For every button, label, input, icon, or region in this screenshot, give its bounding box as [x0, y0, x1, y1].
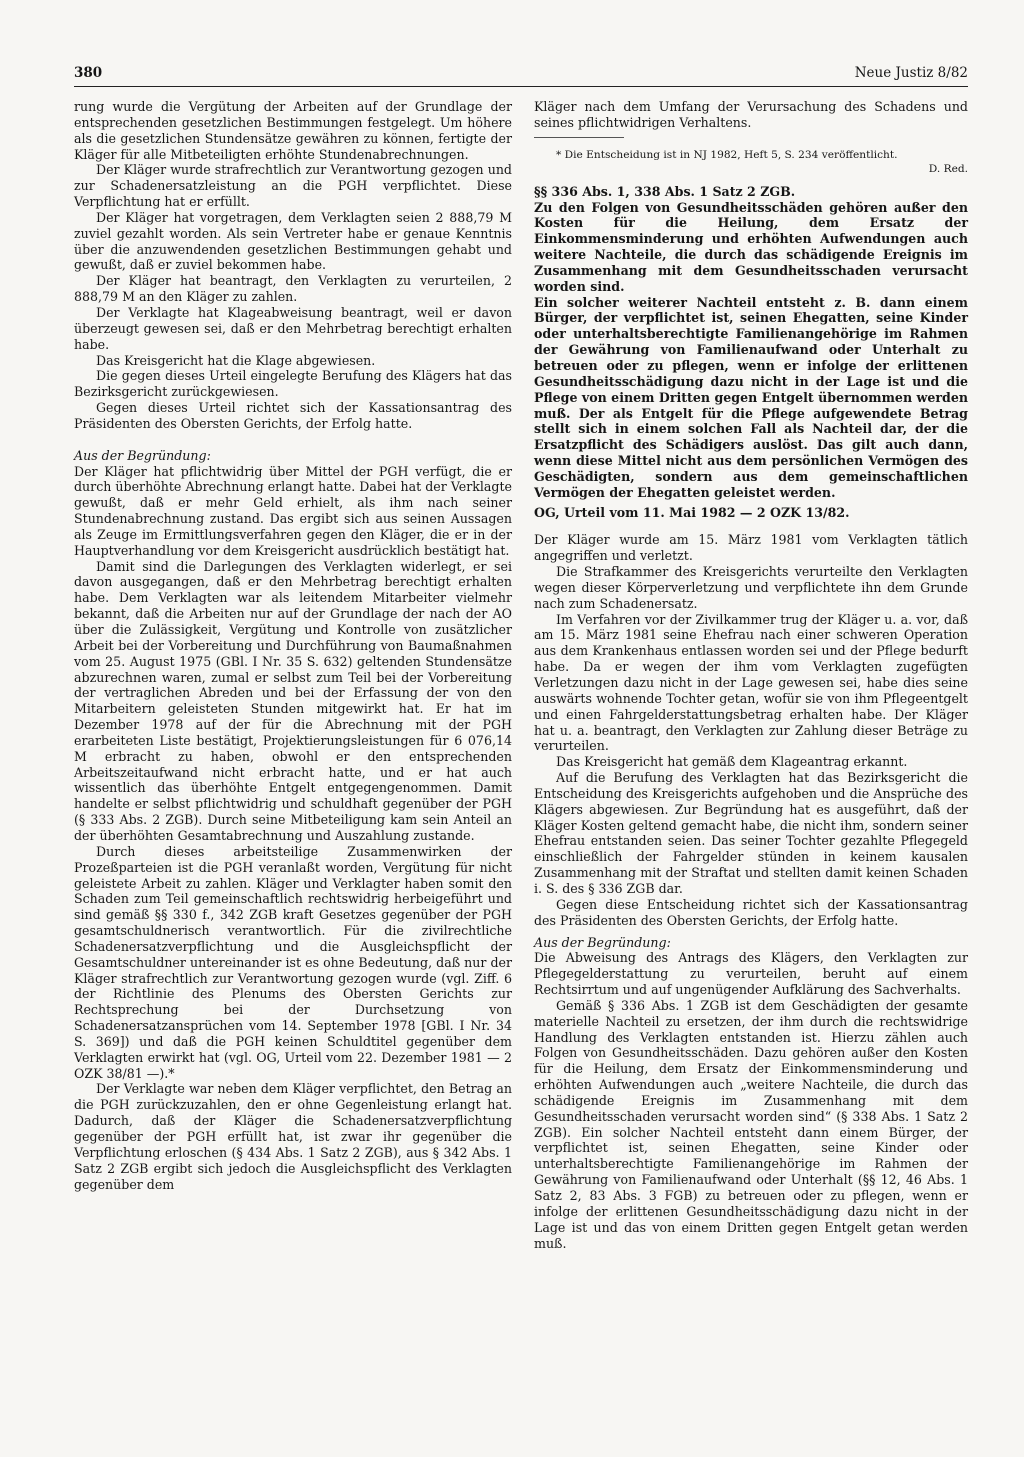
- footnote-signature: D. Red.: [928, 162, 968, 175]
- paragraph: Gemäß § 336 Abs. 1 ZGB ist dem Geschädigten der gesamte materielle Nachteil zu ersetzen, der ihm durch die rechtswidrige Handlung des Verklagten entstanden ist. Hierzu zählen auch Folgen von Gesundheitsschäden. Dazu gehören außer den Kosten für die Heilung, dem Ersatz der Einkommensminderung und erhöhten Aufwendungen auch „weitere Nachteile, die durch das schädigende Ereignis im Zusammenhang mit dem Gesundheitsschaden verursacht worden sind“ (§ 338 Abs. 1 Satz 2 ZGB). Ein solcher Nachteil entsteht dann einem Bürger, der verpflichtet ist, seinen Ehegatten, seine Kinder oder unterhaltsberechtigte Familienangehörige im Rahmen der Gewährung von Familienaufwand oder Unterhalt (§§ 12, 46 Abs. 1 Satz 2, 83 Abs. 3 FGB) zu betreuen oder zu pflegen, wenn er infolge der erlittenen Gesundheitsschädigung dazu nicht in der Lage ist und das von einem Dritten gegen Entgelt getan werden muß.: [534, 997, 968, 1251]
- journal-issue: Neue Justiz 8/82: [854, 65, 968, 81]
- paragraph: rung wurde die Vergütung der Arbeiten auf der Grundlage der entsprechenden gesetzlichen Bestimmungen festgelegt. Um höhere als die gesetzlichen Stundensätze gewähren zu können, fertigte der Kläger für alle Mitbeteiligten erhöhte Stundenabrechnungen.: [74, 99, 512, 162]
- headnote: Ein solcher weiterer Nachteil entsteht z. B. dann einem Bürger, der verpflichtet ist, seinen Ehegatten, seine Kinder oder unterhaltsberechtigte Familienangehörige im Rahmen der Gewährung von Familienaufwand oder Unterhalt zu betreuen oder zu pflegen, wenn er infolge der erlittenen Gesundheitsschädigung dazu nicht in der Lage ist und die Pflege von einem Dritten gegen Entgelt übernommen werden muß. Der als Entgelt für die Pflege aufgewendete Betrag stellt sich in einem solchen Fall als Nachteil dar, der die Ersatzpflicht des Schädigers auslöst. Das gilt auch dann, wenn diese Mittel nicht aus dem persönlichen Vermögen des Geschädigten, sondern aus dem gemeinschaftlichen Vermögen der Ehegatten geleistet werden.: [534, 294, 968, 500]
- paragraph: Damit sind die Darlegungen des Verklagten widerlegt, er sei davon ausgegangen, daß er den Mehrbetrag berechtigt erhalten habe. Dem Verklagten war als leitendem Mitarbeiter vielmehr bekannt, daß die Arbeiten nur auf der Grundlage der nach der AO über die Zulässigkeit, Vergütung und Kontrolle von zusätzlicher Arbeit bei der Vorbereitung und Durchführung von Baumaßnahmen vom 25. August 1975 (GBl. I Nr. 35 S. 632) geltenden Stundensätze abzurechnen waren, zumal er selbst zum Teil bei der Vorbereitung der vertraglichen Abreden und bei der Erfassung der von den Mitarbeitern geleisteten Stunden mitgewirkt hat. Er hat im Dezember 1978 auf der für die Abrechnung mit der PGH erarbeiteten Liste bestätigt, Projektierungsleistungen für 6 076,14 M erbracht zu haben, obwohl er den entsprechenden Arbeitszeitaufwand nicht erbracht hatte, und er hat auch wissentlich das überhöhte Entgelt entgegengenommen. Damit handelte er selbst pflichtwidrig und schuldhaft gegenüber der PGH (§ 333 Abs. 2 ZGB). Durch seine Mitbeteiligung kam sein Anteil an der überhöhten Gesamtabrechnung und Auszahlung zustande.: [74, 558, 512, 843]
- paragraph: Gegen dieses Urteil richtet sich der Kassationsantrag des Präsidenten des Obersten Gerichts, der Erfolg hatte.: [74, 400, 512, 431]
- paragraph: Der Kläger wurde am 15. März 1981 vom Verklagten tätlich angegriffen und verletzt.: [534, 532, 968, 564]
- paragraph: Der Kläger hat beantragt, den Verklagten zu verurteilen, 2 888,79 M an den Kläger zu zahlen.: [74, 273, 512, 305]
- ruling-reference: OG, Urteil vom 11. Mai 1982 — 2 OZK 13/82.: [534, 504, 850, 520]
- paragraph: Der Kläger hat vorgetragen, dem Verklagten seien 2 888,79 M zuviel gezahlt worden. Als sein Vertreter habe er genaue Kenntnis über die anzuwendenden gesetzlichen Bestimmungen gehabt und gewußt, daß er zuviel bekommen habe.: [74, 209, 512, 273]
- page-number: 380: [74, 65, 103, 81]
- paragraph: Der Kläger hat pflichtwidrig über Mittel der PGH verfügt, die er durch überhöhte Abrechnung erlangt hatte. Dabei hat der Verklagte gewußt, daß er mehr Geld erhielt, als ihm nach seiner Stundenabrechnung zustand. Das ergibt sich aus seinen Aussagen als Zeuge im Ermittlungsverfahren gegen den Kläger, die er in der Hauptverhandlung vor dem Kreisgericht ausdrücklich bestätigt hat.: [74, 463, 512, 558]
- paragraph: Der Verklagte hat Klageabweisung beantragt, weil er davon überzeugt gewesen sei, daß er den Mehrbetrag berechtigt erhalten habe.: [74, 304, 512, 352]
- right-column: [534, 99, 968, 1251]
- paragraph: Die gegen dieses Urteil eingelegte Berufung des Klägers hat das Bezirksgericht zurückgewiesen.: [74, 368, 512, 400]
- page-header: [74, 64, 968, 87]
- paragraph: Gegen diese Entscheidung richtet sich der Kassationsantrag des Präsidenten des Obersten Gerichts, der Erfolg hatte.: [534, 896, 968, 928]
- paragraph: Die Strafkammer des Kreisgerichts verurteilte den Verklagten wegen dieser Körperverletzung und verpflichtete ihn dem Grunde nach zum Schadenersatz.: [534, 564, 968, 611]
- headnote: Zu den Folgen von Gesundheitsschäden gehören außer den Kosten für die Heilung, dem Ersatz der Einkommensminderung und erhöhten Aufwendungen auch weitere Nachteile, die durch das schädigende Ereignis im Zusammenhang mit dem Gesundheitsschaden verursacht worden sind.: [534, 199, 968, 294]
- paragraph: Kläger nach dem Umfang der Verursachung des Schadens und seines pflichtwidrigen Verhaltens.: [534, 99, 968, 130]
- case-heading: §§ 336 Abs. 1, 338 Abs. 1 Satz 2 ZGB.: [534, 183, 796, 199]
- paragraph: Durch dieses arbeitsteilige Zusammenwirken der Prozeßparteien ist die PGH veranlaßt worden, Vergütung für nicht geleistete Arbeit zu zahlen. Kläger und Verklagter haben somit den Schaden zum Teil gemeinschaftlich rechtswidrig herbeigeführt und sind gemäß §§ 330 f., 342 ZGB kraft Gesetzes gegenüber der PGH gesamtschuldnerisch verantwortlich. Für die zivilrechtliche Schadenersatzverpflichtung und die Ausgleichspflicht der Gesamtschuldner untereinander ist es ohne Bedeutung, daß nur der Kläger strafrechtlich zur Verantwortung gezogen wurde (vgl. Ziff. 6 der Richtlinie des Plenums des Obersten Gerichts zur Rechtsprechung bei der Durchsetzung von Schadenersatzansprüchen vom 14. September 1978 [GBl. I Nr. 34 S. 369]) und daß die PGH keinen Schuldtitel gegenüber dem Verklagten erwirkt hat (vgl. OG, Urteil vom 22. Dezember 1981 — 2 OZK 38/81 —).*: [74, 843, 512, 1081]
- left-column: [74, 99, 512, 1192]
- paragraph: Das Kreisgericht hat die Klage abgewiesen.: [96, 352, 376, 368]
- paragraph: Der Kläger wurde strafrechtlich zur Verantwortung gezogen und zur Schadenersatzleistung an die PGH verpflichtet. Diese Verpflichtung hat er erfüllt.: [74, 162, 512, 210]
- footnote-divider: [534, 137, 624, 138]
- footnote: * Die Entscheidung ist in NJ 1982, Heft 5, S. 234 veröffentlicht.: [556, 148, 898, 161]
- section-heading: Aus der Begründung:: [74, 447, 211, 463]
- paragraph: Auf die Berufung des Verklagten hat das Bezirksgericht die Entscheidung des Kreisgerichts aufgehoben und die Ansprüche des Klägers abgewiesen. Zur Begründung hat es ausgeführt, daß der Kläger Kosten geltend gemacht habe, die nicht ihm, sondern seiner Ehefrau entstanden seien. Das seiner Tochter gezahlte Pflegegeld einschließlich der Fahrgelder stünden in keinem kausalen Zusammenhang mit der Straftat und stellten damit keinen Schaden i. S. des § 336 ZGB dar.: [534, 770, 968, 896]
- paragraph: Das Kreisgericht hat gemäß dem Klageantrag erkannt.: [556, 754, 908, 770]
- paragraph: Die Abweisung des Antrags des Klägers, den Verklagten zur Pflegegelderstattung zu verurteilen, beruht auf einem Rechtsirrtum und auf ungenügender Aufklärung des Sachverhalts.: [534, 950, 968, 998]
- paragraph: Der Verklagte war neben dem Kläger verpflichtet, den Betrag an die PGH zurückzuzahlen, den er ohne Gegenleistung erlangt hat. Dadurch, daß der Kläger die Schadenersatzverpflichtung gegenüber der PGH erfüllt hat, ist zwar ihr gegenüber die Verpflichtung erloschen (§ 434 Abs. 1 Satz 2 ZGB), aus § 342 Abs. 1 Satz 2 ZGB ergibt sich jedoch die Ausgleichspflicht des Verklagten gegenüber dem: [74, 1081, 512, 1192]
- section-heading: Aus der Begründung:: [534, 934, 671, 950]
- paragraph: Im Verfahren vor der Zivilkammer trug der Kläger u. a. vor, daß am 15. März 1981 seine Ehefrau nach einer schweren Operation aus dem Krankenhaus entlassen worden sei und der Pflege bedurft habe. Da er wegen der ihm vom Verklagten zugefügten Verletzungen dazu nicht in der Lage gewesen sei, habe dies seine auswärts wohnende Tochter getan, wofür sie von ihm Pflegeentgelt und einen Fahrgelderstattungsbetrag erhalten habe. Der Kläger hat u. a. beantragt, den Verklagten zur Zahlung dieser Beträge zu verurteilen.: [534, 611, 968, 754]
